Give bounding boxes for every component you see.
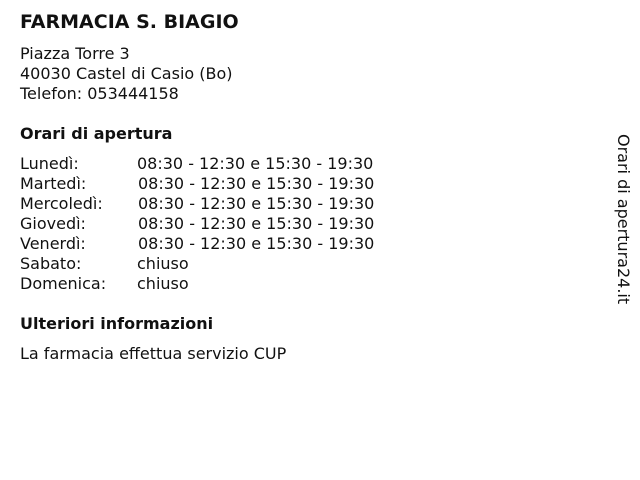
address-city: 40030 Castel di Casio (Bo) (20, 64, 233, 83)
time-value: 08:30 - 12:30 e 15:30 - 19:30 (137, 154, 374, 173)
time-value: 08:30 - 12:30 e 15:30 - 19:30 (138, 174, 375, 193)
phone-number: Telefon: 053444158 (20, 84, 179, 103)
address-block (20, 44, 233, 104)
time-value: 08:30 - 12:30 e 15:30 - 19:30 (138, 214, 375, 233)
time-value: chiuso (137, 254, 189, 273)
time-value: 08:30 - 12:30 e 15:30 - 19:30 (138, 234, 375, 253)
site-watermark: Orari di apertura24.it (614, 134, 633, 305)
day-label: Martedì: (20, 174, 87, 193)
opening-hours-title: Orari di apertura (20, 124, 173, 143)
day-label: Giovedì: (20, 214, 86, 233)
day-label: Mercoledì: (20, 194, 103, 213)
time-value: 08:30 - 12:30 e 15:30 - 19:30 (138, 194, 375, 213)
more-info-text: La farmacia effettua servizio CUP (20, 344, 287, 363)
time-value: chiuso (137, 274, 189, 293)
day-label: Venerdì: (20, 234, 86, 253)
day-label: Lunedì: (20, 154, 79, 173)
pharmacy-name: FARMACIA S. BIAGIO (20, 11, 239, 33)
day-label: Domenica: (20, 274, 107, 293)
day-label: Sabato: (20, 254, 82, 273)
more-info-title: Ulteriori informazioni (20, 314, 214, 333)
address-street: Piazza Torre 3 (20, 44, 130, 63)
